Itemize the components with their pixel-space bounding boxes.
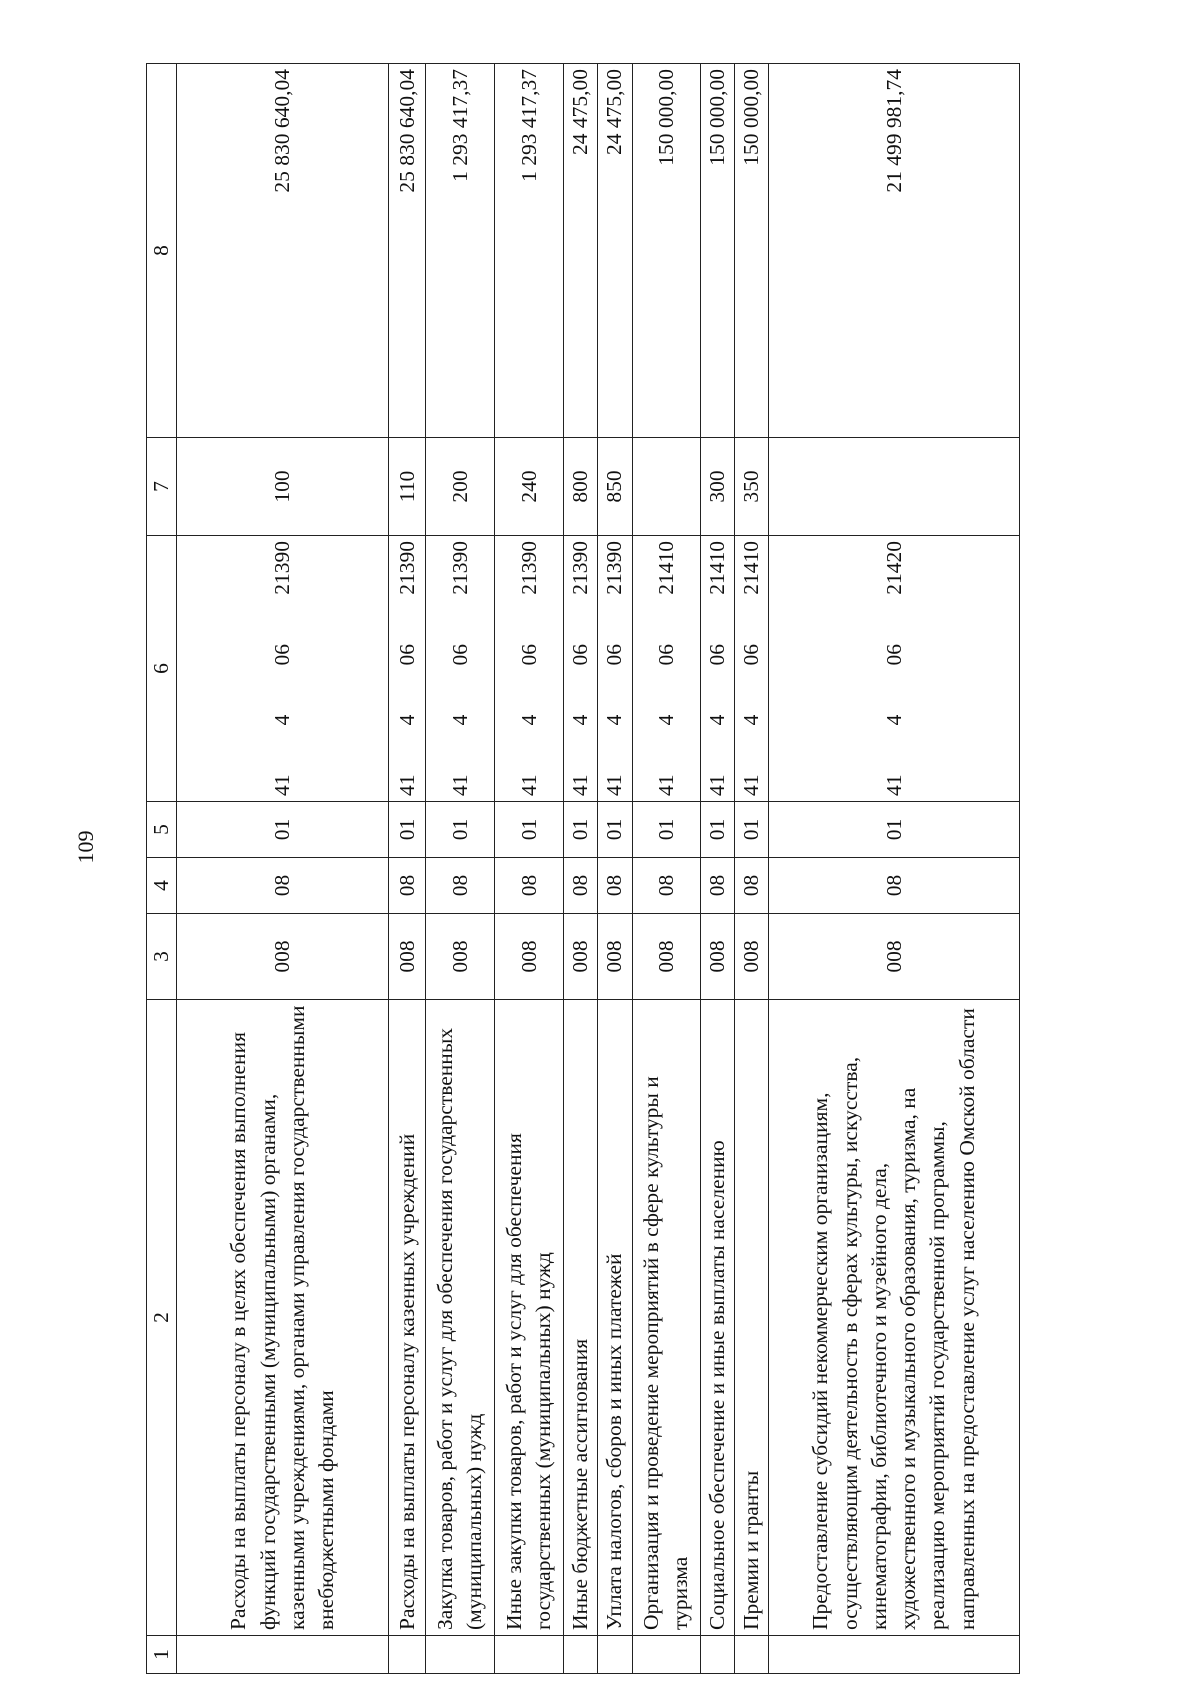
expense-type-cell: 100	[177, 438, 389, 536]
page-number: 109	[73, 830, 98, 864]
section-code-cell: 08	[632, 858, 700, 914]
target-article-cell	[426, 536, 495, 802]
section-code-cell: 08	[564, 858, 598, 914]
code-part: 4	[394, 714, 419, 726]
code-part: 06	[568, 643, 593, 666]
table-row	[495, 64, 564, 1674]
section-code-cell: 08	[734, 858, 768, 914]
code-part: 41	[602, 774, 627, 796]
amount-cell: 150 000,00	[632, 64, 700, 438]
column-number-row	[147, 64, 177, 1674]
row-number-cell	[632, 1636, 700, 1674]
target-article-cell	[495, 536, 564, 802]
amount-cell: 1 293 417,37	[495, 64, 564, 438]
admin-code-cell: 008	[769, 914, 1020, 1000]
table-row	[632, 64, 700, 1674]
code-part: 41	[516, 774, 541, 796]
expense-name-cell: Расходы на выплаты персоналу казенных учреждений	[389, 1000, 426, 1636]
expense-name-cell: Расходы на выплаты персоналу в целях обеспечения выполнения функций государственными (муниципальными) органами, казенными учреждениями, органами управления государственными внебюджетными фондами	[177, 1000, 389, 1636]
admin-code-cell: 008	[564, 914, 598, 1000]
column-header: 3	[147, 914, 177, 1000]
amount-cell: 24 475,00	[564, 64, 598, 438]
expense-type-cell: 240	[495, 438, 564, 536]
table-row	[700, 64, 734, 1674]
table-row	[769, 64, 1020, 1674]
subsection-code-cell: 01	[632, 802, 700, 858]
code-part: 21390	[447, 541, 472, 595]
row-number-cell	[389, 1636, 426, 1674]
admin-code-cell: 008	[426, 914, 495, 1000]
section-code-cell: 08	[177, 858, 389, 914]
code-part: 06	[704, 643, 729, 666]
row-number-cell	[734, 1636, 768, 1674]
code-part: 41	[270, 774, 295, 796]
amount-cell: 150 000,00	[700, 64, 734, 438]
amount-cell: 24 475,00	[598, 64, 632, 438]
table-row	[564, 64, 598, 1674]
expense-type-cell: 850	[598, 438, 632, 536]
code-part: 06	[738, 643, 763, 666]
expense-type-cell: 110	[389, 438, 426, 536]
code-part: 4	[568, 714, 593, 726]
code-part: 06	[447, 643, 472, 666]
row-number-cell	[564, 1636, 598, 1674]
column-header: 8	[147, 64, 177, 438]
column-header: 6	[147, 536, 177, 802]
amount-cell: 1 293 417,37	[426, 64, 495, 438]
code-part: 21410	[704, 541, 729, 595]
subsection-code-cell: 01	[426, 802, 495, 858]
code-part: 06	[653, 643, 678, 666]
subsection-code-cell: 01	[769, 802, 1020, 858]
budget-table-rotated	[146, 64, 1100, 1674]
code-part: 41	[394, 774, 419, 796]
table-row	[389, 64, 426, 1674]
admin-code-cell: 008	[177, 914, 389, 1000]
code-part: 21390	[270, 541, 295, 595]
expense-name-cell: Иные закупки товаров, работ и услуг для обеспечения государственных (муниципальных) нужд	[495, 1000, 564, 1636]
code-part: 4	[881, 714, 906, 726]
target-article-cell	[598, 536, 632, 802]
expense-type-cell: 300	[700, 438, 734, 536]
target-article-cell	[769, 536, 1020, 802]
expense-name-cell: Предоставление субсидий некоммерческим организациям, осуществляющим деятельность в сферах культуры, искусства, кинематографии, библиотечного и музейного дела, художественного и музыкального образования, туризма, на реализацию мероприятий государственной программы, направленных на предоставление услуг населению Омской области	[769, 1000, 1020, 1636]
section-code-cell: 08	[389, 858, 426, 914]
code-part: 4	[270, 714, 295, 726]
column-header: 4	[147, 858, 177, 914]
expense-name-cell: Иные бюджетные ассигнования	[564, 1000, 598, 1636]
expense-type-cell: 800	[564, 438, 598, 536]
row-number-cell	[495, 1636, 564, 1674]
code-part: 21420	[881, 541, 906, 595]
code-part: 06	[394, 643, 419, 666]
subsection-code-cell: 01	[389, 802, 426, 858]
budget-table	[146, 63, 1020, 1674]
expense-type-cell	[769, 438, 1020, 536]
subsection-code-cell: 01	[700, 802, 734, 858]
code-part: 41	[447, 774, 472, 796]
admin-code-cell: 008	[495, 914, 564, 1000]
code-part: 21390	[394, 541, 419, 595]
admin-code-cell: 008	[598, 914, 632, 1000]
code-part: 41	[738, 774, 763, 796]
admin-code-cell: 008	[632, 914, 700, 1000]
target-article-cell	[700, 536, 734, 802]
amount-cell: 150 000,00	[734, 64, 768, 438]
column-header: 7	[147, 438, 177, 536]
subsection-code-cell: 01	[495, 802, 564, 858]
target-article-cell	[734, 536, 768, 802]
table-row	[598, 64, 632, 1674]
expense-name-cell: Социальное обеспечение и иные выплаты населению	[700, 1000, 734, 1636]
expense-type-cell	[632, 438, 700, 536]
expense-name-cell: Организация и проведение мероприятий в сфере культуры и туризма	[632, 1000, 700, 1636]
code-part: 21390	[568, 541, 593, 595]
admin-code-cell: 008	[700, 914, 734, 1000]
row-number-cell	[177, 1636, 389, 1674]
target-article-cell	[632, 536, 700, 802]
code-part: 21410	[738, 541, 763, 595]
column-header: 1	[147, 1636, 177, 1674]
section-code-cell: 08	[700, 858, 734, 914]
row-number-cell	[598, 1636, 632, 1674]
code-part: 21390	[516, 541, 541, 595]
target-article-cell	[177, 536, 389, 802]
expense-type-cell: 350	[734, 438, 768, 536]
section-code-cell: 08	[426, 858, 495, 914]
code-part: 4	[602, 714, 627, 726]
code-part: 06	[881, 643, 906, 666]
code-part: 06	[516, 643, 541, 666]
amount-cell: 21 499 981,74	[769, 64, 1020, 438]
code-part: 06	[270, 643, 295, 666]
table-row	[734, 64, 768, 1674]
target-article-cell	[564, 536, 598, 802]
expense-type-cell: 200	[426, 438, 495, 536]
row-number-cell	[769, 1636, 1020, 1674]
code-part: 4	[704, 714, 729, 726]
expense-name-cell: Уплата налогов, сборов и иных платежей	[598, 1000, 632, 1636]
target-article-cell	[389, 536, 426, 802]
section-code-cell: 08	[495, 858, 564, 914]
admin-code-cell: 008	[389, 914, 426, 1000]
code-part: 21410	[653, 541, 678, 595]
expense-name-cell: Закупка товаров, работ и услуг для обеспечения государственных (муниципальных) нужд	[426, 1000, 495, 1636]
code-part: 21390	[602, 541, 627, 595]
table-row	[426, 64, 495, 1674]
column-header: 5	[147, 802, 177, 858]
subsection-code-cell: 01	[734, 802, 768, 858]
table-row	[177, 64, 389, 1674]
subsection-code-cell: 01	[564, 802, 598, 858]
section-code-cell: 08	[598, 858, 632, 914]
row-number-cell	[700, 1636, 734, 1674]
code-part: 4	[516, 714, 541, 726]
column-header: 2	[147, 1000, 177, 1636]
amount-cell: 25 830 640,04	[389, 64, 426, 438]
amount-cell: 25 830 640,04	[177, 64, 389, 438]
admin-code-cell: 008	[734, 914, 768, 1000]
code-part: 06	[602, 643, 627, 666]
code-part: 4	[447, 714, 472, 726]
subsection-code-cell: 01	[598, 802, 632, 858]
code-part: 41	[568, 774, 593, 796]
code-part: 41	[704, 774, 729, 796]
section-code-cell: 08	[769, 858, 1020, 914]
subsection-code-cell: 01	[177, 802, 389, 858]
code-part: 4	[738, 714, 763, 726]
code-part: 4	[653, 714, 678, 726]
row-number-cell	[426, 1636, 495, 1674]
code-part: 41	[653, 774, 678, 796]
code-part: 41	[881, 774, 906, 796]
expense-name-cell: Премии и гранты	[734, 1000, 768, 1636]
